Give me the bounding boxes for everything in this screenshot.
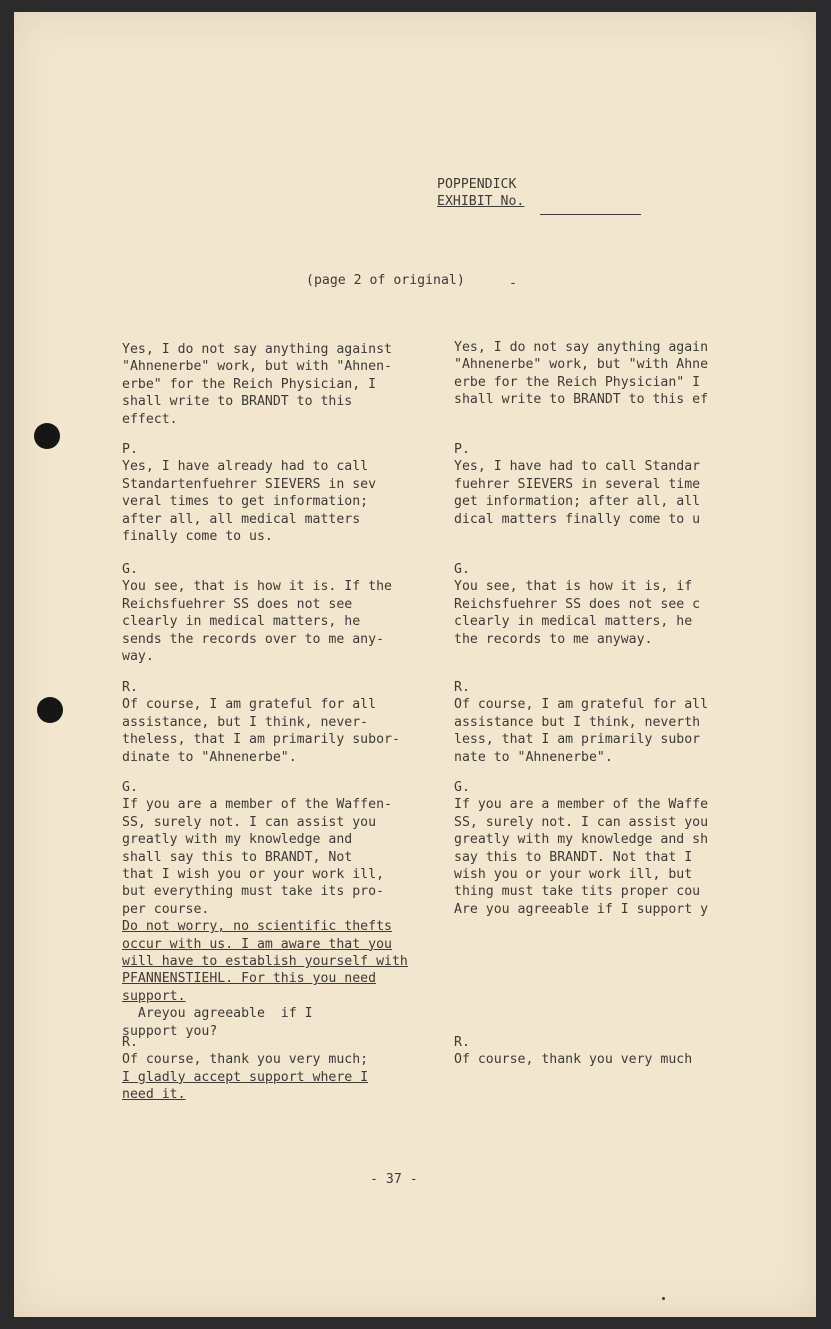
- left-line: sends the records over to me any-: [122, 631, 385, 647]
- left-line: assistance, but I think, never-: [122, 714, 369, 730]
- left-line: SS, surely not. I can assist you: [122, 814, 377, 830]
- right-line: erbe for the Reich Physician" I: [454, 374, 701, 390]
- left-speaker: R.: [122, 680, 138, 695]
- left-line: greatly with my knowledge and: [122, 832, 353, 848]
- right-line: say this to BRANDT. Not that I: [454, 849, 693, 865]
- left-block-3: [122, 561, 422, 665]
- right-line: nate to "Ahnenerbe".: [454, 749, 613, 765]
- left-block-1: [122, 341, 422, 428]
- left-line: If you are a member of the Waffen-: [122, 797, 392, 813]
- right-line: thing must take tits proper cou: [454, 884, 701, 900]
- left-line: effect.: [122, 411, 178, 427]
- left-line: Reichsfuehrer SS does not see: [122, 596, 353, 612]
- right-speaker: G.: [454, 562, 470, 577]
- right-block-5: [454, 779, 716, 918]
- right-line: Of course, I am grateful for all: [454, 697, 709, 713]
- right-line: clearly in medical matters, he: [454, 614, 693, 630]
- left-line: that I wish you or your work ill,: [122, 867, 385, 883]
- paper-speck: [662, 1297, 665, 1300]
- left-line: theless, that I am primarily subor-: [122, 732, 400, 748]
- left-speaker: R.: [122, 1035, 138, 1050]
- left-line: erbe" for the Reich Physician, I: [122, 376, 377, 392]
- left-speaker: P.: [122, 442, 138, 457]
- left-line: Of course, thank you very much;: [122, 1052, 369, 1068]
- left-speaker: G.: [122, 780, 138, 795]
- left-line: "Ahnenerbe" work, but with "Ahnen-: [122, 359, 392, 375]
- left-underlined-line: I gladly accept support where I: [122, 1069, 369, 1085]
- left-underlined-line: occur with us. I am aware that you: [122, 936, 392, 952]
- left-line: finally come to us.: [122, 529, 273, 545]
- right-line: fuehrer SIEVERS in several time: [454, 476, 701, 492]
- left-line: shall say this to BRANDT, Not: [122, 849, 353, 865]
- left-underlined-line: support.: [122, 988, 186, 1004]
- left-line: after all, all medical matters: [122, 511, 361, 527]
- left-line: per course.: [122, 901, 210, 917]
- right-line: Yes, I have had to call Standar: [454, 459, 701, 475]
- left-block-2: [122, 441, 422, 545]
- left-line: Yes, I do not say anything against: [122, 342, 392, 357]
- left-speaker: G.: [122, 562, 138, 577]
- right-line: Yes, I do not say anything again: [454, 340, 709, 355]
- left-line: support you?: [122, 1023, 218, 1039]
- left-underlined-line: Do not worry, no scientific thefts: [122, 919, 392, 935]
- right-block-3: [454, 561, 716, 648]
- right-speaker: R.: [454, 680, 470, 695]
- right-line: SS, surely not. I can assist you: [454, 814, 709, 830]
- header-line-2: EXHIBIT No.: [437, 194, 525, 210]
- page-number: - 37 -: [370, 1172, 418, 1187]
- left-underlined-line: PFANNENSTIEHL. For this you need: [122, 971, 377, 987]
- left-line: Yes, I have already had to call: [122, 459, 369, 475]
- right-line: If you are a member of the Waffe: [454, 797, 709, 813]
- subtitle-mark: -: [509, 276, 517, 291]
- left-block-6: [122, 1034, 422, 1104]
- exhibit-header: [437, 176, 524, 211]
- right-block-4: [454, 679, 716, 766]
- right-line: "Ahnenerbe" work, but "with Ahne: [454, 357, 709, 373]
- left-underlined-line: need it.: [122, 1087, 186, 1103]
- left-line: You see, that is how it is. If the: [122, 579, 392, 595]
- right-line: greatly with my knowledge and sh: [454, 832, 709, 848]
- left-line: Standartenfuehrer SIEVERS in sev: [122, 476, 377, 492]
- left-line: way.: [122, 649, 154, 665]
- right-line: the records to me anyway.: [454, 631, 653, 647]
- right-line: Reichsfuehrer SS does not see c: [454, 596, 701, 612]
- punch-hole-top: [34, 423, 60, 449]
- punch-hole-bottom: [37, 697, 63, 723]
- right-line: Are you agreeable if I support y: [454, 901, 709, 917]
- left-line: Of course, I am grateful for all: [122, 697, 377, 713]
- right-line: Of course, thank you very much: [454, 1052, 693, 1068]
- left-underlined-line: will have to establish yourself with: [122, 954, 408, 970]
- right-line: dical matters finally come to u: [454, 511, 701, 527]
- right-block-1: [454, 339, 716, 409]
- left-line: dinate to "Ahnenerbe".: [122, 749, 297, 765]
- right-line: get information; after all, all: [454, 494, 701, 510]
- exhibit-number-blank: [540, 214, 641, 215]
- page-subtitle: (page 2 of original): [306, 273, 465, 288]
- left-block-5: [122, 779, 422, 1040]
- left-line: clearly in medical matters, he: [122, 614, 361, 630]
- left-line: Areyou agreeable if I: [122, 1006, 313, 1022]
- right-line: assistance but I think, neverth: [454, 714, 701, 730]
- right-block-6: [454, 1034, 716, 1069]
- right-speaker: G.: [454, 780, 470, 795]
- left-line: shall write to BRANDT to this: [122, 394, 353, 410]
- left-line: veral times to get information;: [122, 494, 369, 510]
- right-line: less, that I am primarily subor: [454, 732, 701, 748]
- right-speaker: P.: [454, 442, 470, 457]
- right-line: wish you or your work ill, but: [454, 867, 693, 883]
- left-block-4: [122, 679, 422, 766]
- right-block-2: [454, 441, 716, 528]
- right-speaker: R.: [454, 1035, 470, 1050]
- right-line: shall write to BRANDT to this ef: [454, 392, 709, 408]
- left-line: but everything must take its pro-: [122, 884, 385, 900]
- right-line: You see, that is how it is, if: [454, 579, 693, 595]
- header-line-1: POPPENDICK: [437, 177, 517, 192]
